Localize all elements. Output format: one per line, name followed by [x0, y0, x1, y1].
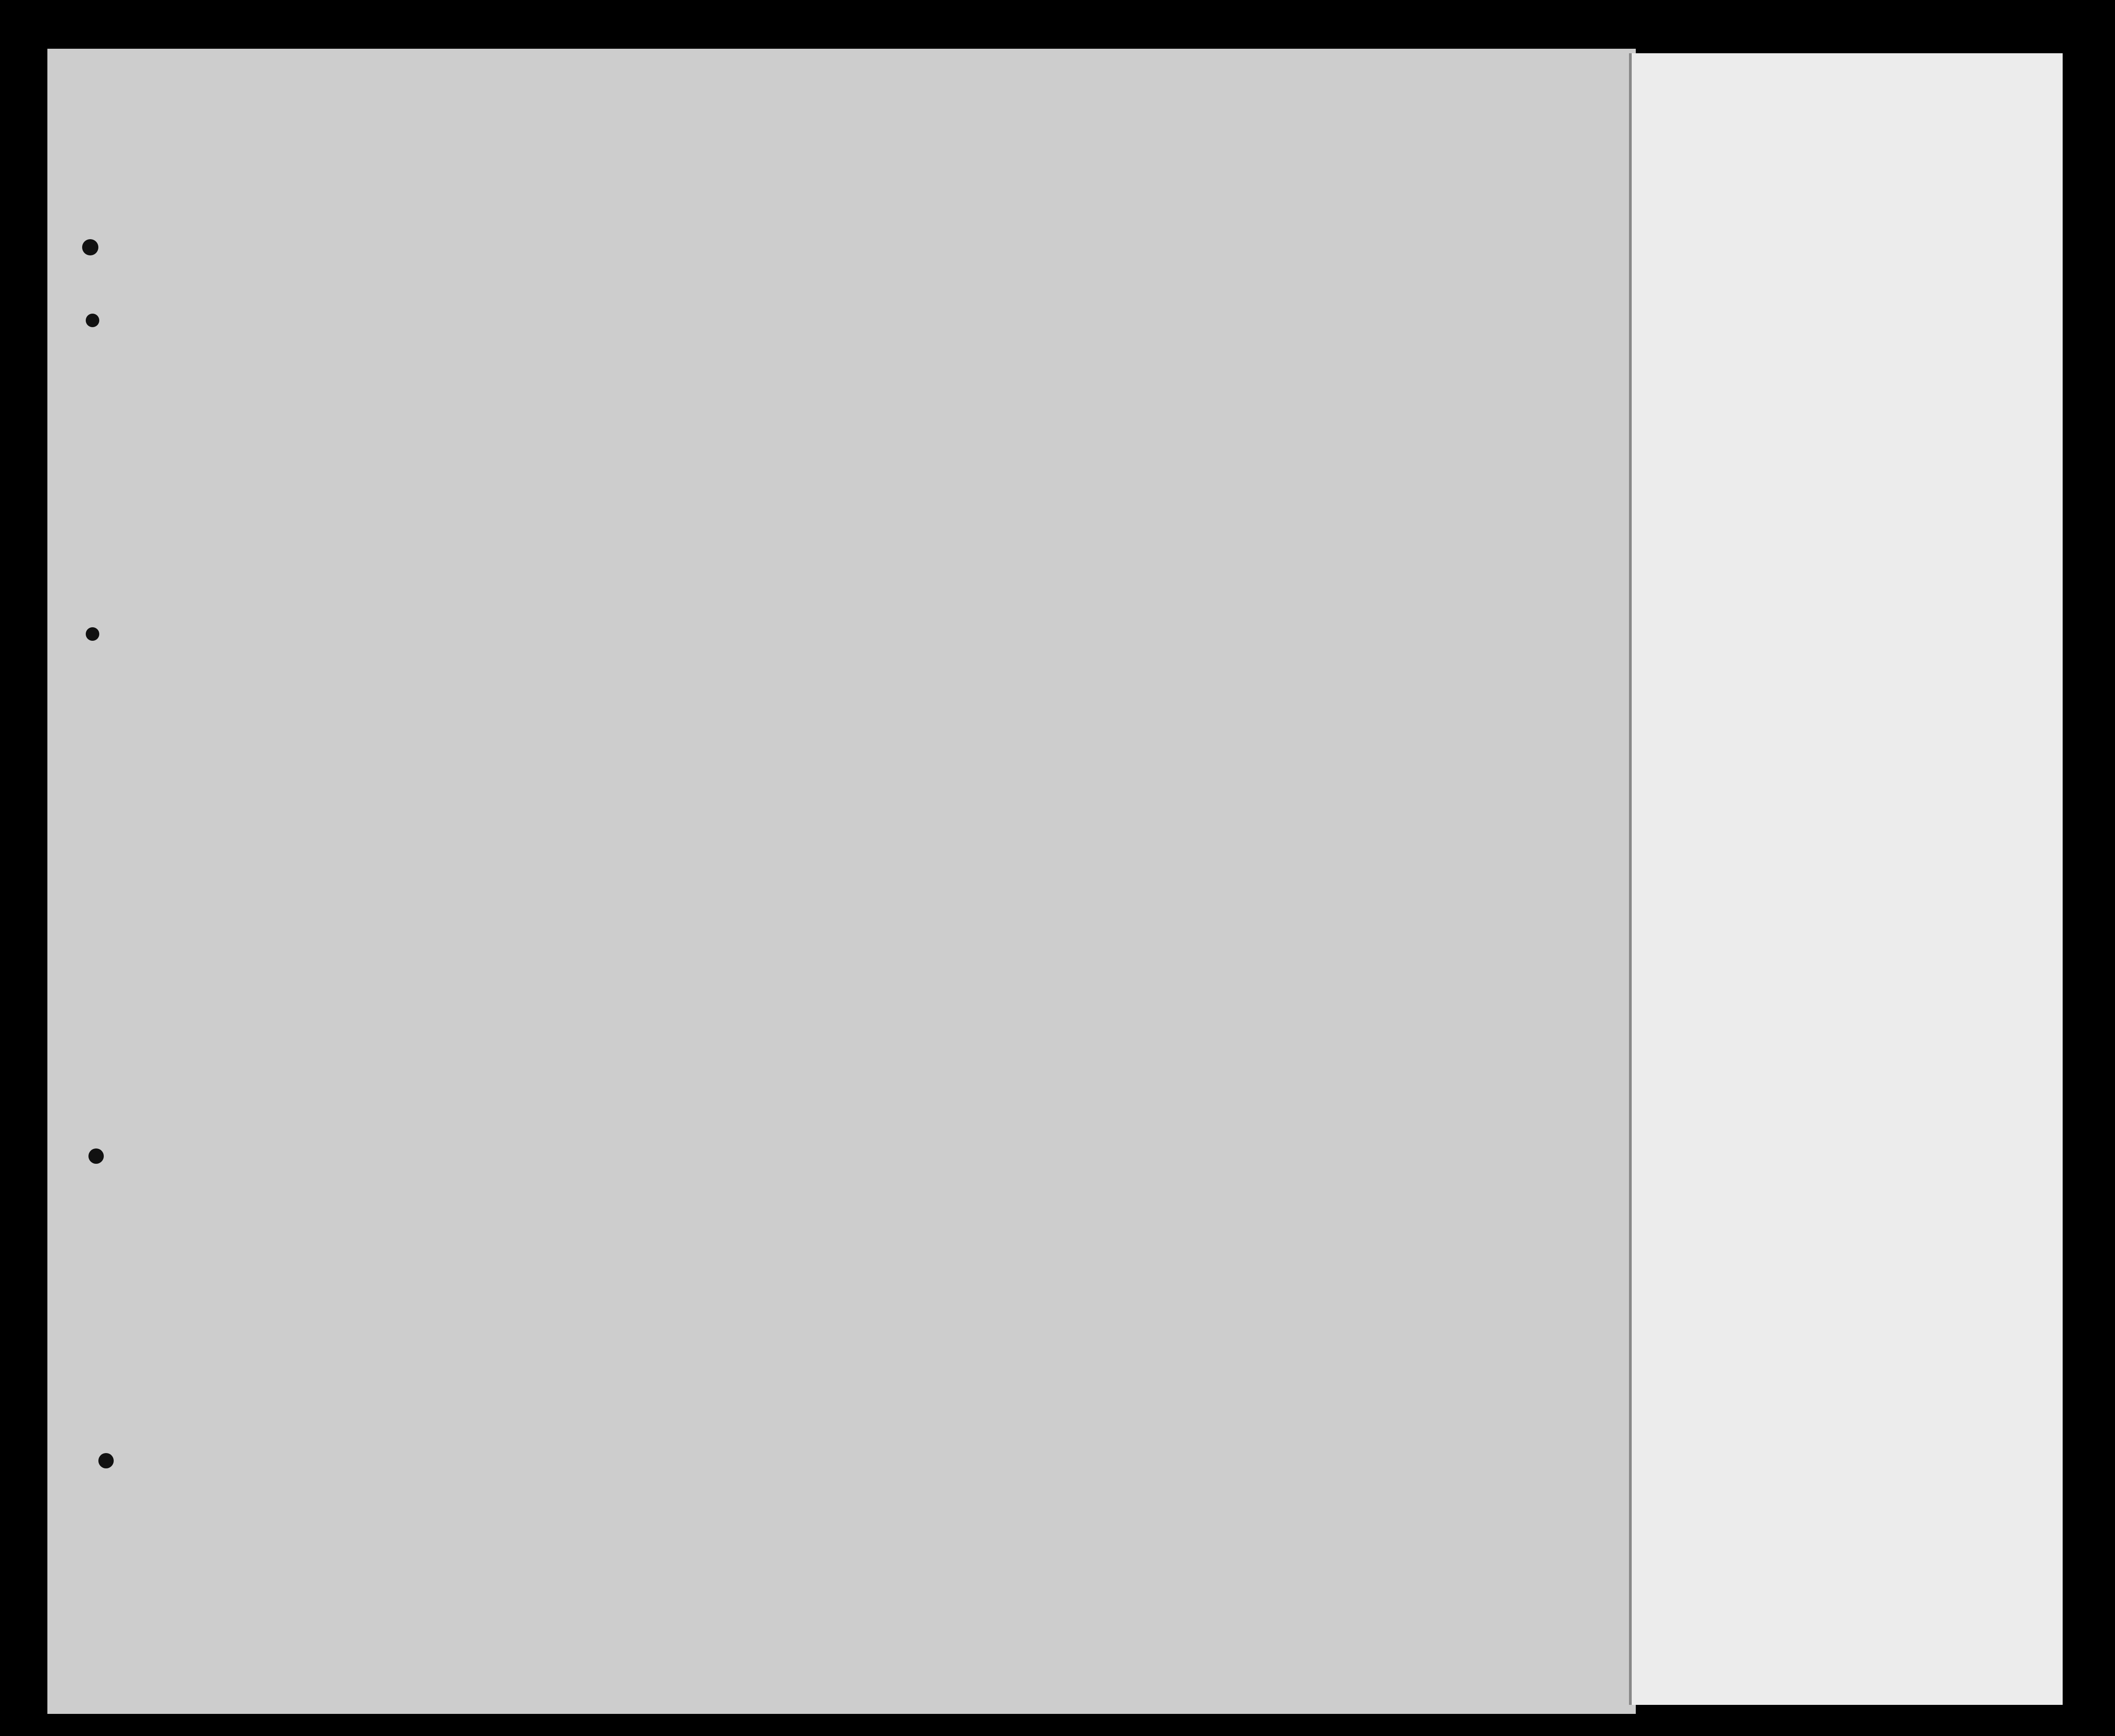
binder-hole	[82, 239, 98, 255]
binder-hole	[86, 314, 99, 327]
binder-hole	[86, 627, 99, 641]
binder-hole	[88, 1148, 104, 1164]
binder-hole	[98, 1453, 114, 1468]
